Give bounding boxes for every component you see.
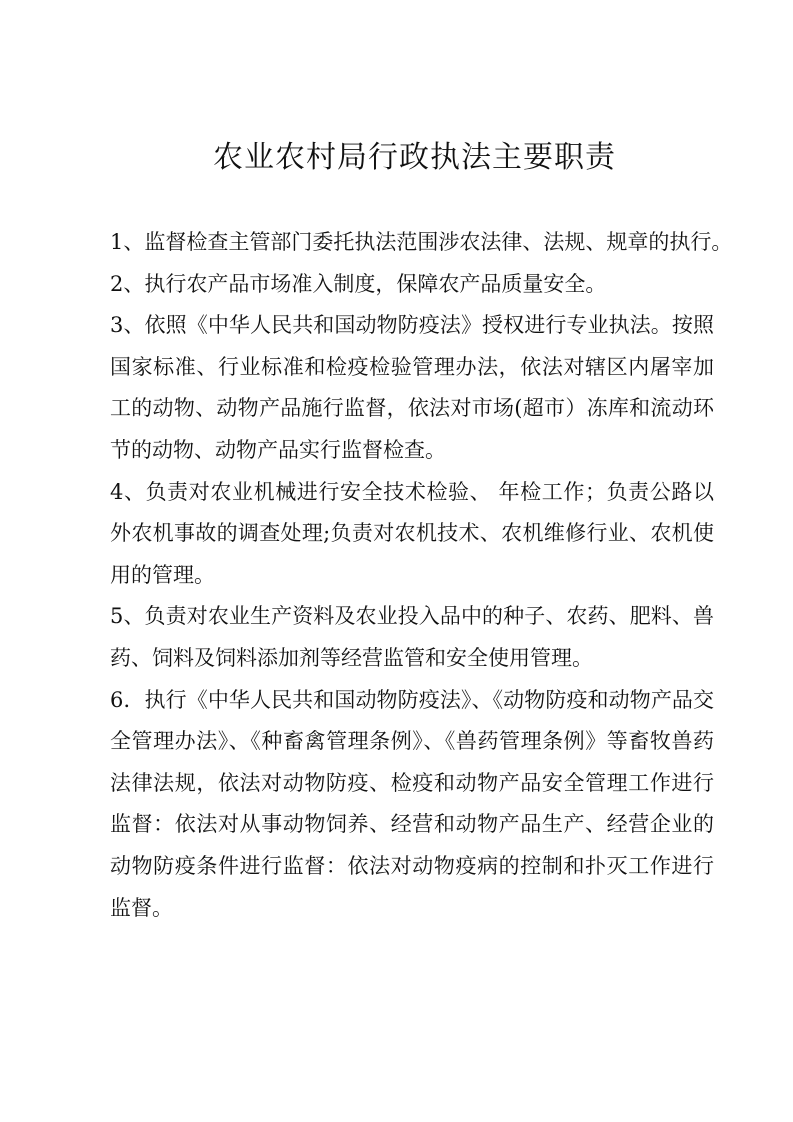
text-line: 监督。 bbox=[110, 895, 173, 920]
paragraph-2 bbox=[110, 264, 714, 306]
text-line: 动物防疫条件进行监督：依法对动物疫病的控制和扑灭工作进行 bbox=[110, 853, 714, 878]
paragraph-4 bbox=[110, 472, 714, 597]
text-line: 监督：依法对从事动物饲养、经营和动物产品生产、经营企业的 bbox=[110, 812, 714, 837]
paragraph-1 bbox=[110, 222, 733, 264]
text-line: 3、依照《中华人民共和国动物防疫法》授权进行专业执法。按照 bbox=[110, 313, 714, 338]
text-line: 4、负责对农业机械进行安全技术检验、 年检工作；负责公路以 bbox=[110, 479, 714, 504]
text-line: 1、监督检查主管部门委托执法范围涉农法律、法规、规章的执行。 bbox=[110, 230, 733, 254]
text-line: 药、饲料及饲料添加剂等经营监管和安全使用管理。 bbox=[110, 645, 593, 670]
document-title: 农业农村局行政执法主要职责 bbox=[213, 140, 616, 175]
paragraph-3 bbox=[110, 305, 714, 471]
text-line: 6．执行《中华人民共和国动物防疫法》、《动物防疫和动物产品交 bbox=[110, 687, 714, 712]
text-line: 法律法规，依法对动物防疫、检疫和动物产品安全管理工作进行 bbox=[110, 770, 714, 795]
text-line: 外农机事故的调查处理;负责对农机技术、农机维修行业、农机使 bbox=[110, 521, 714, 546]
text-line: 工的动物、动物产品施行监督，依法对市场(超市）冻库和流动环 bbox=[110, 396, 714, 421]
text-line: 用的管理。 bbox=[110, 562, 215, 587]
text-line: 5、负责对农业生产资料及农业投入品中的种子、农药、肥料、兽 bbox=[110, 604, 714, 629]
paragraph-5 bbox=[110, 596, 714, 679]
text-line: 2、执行农产品市场准入制度，保障农产品质量安全。 bbox=[110, 271, 607, 296]
text-line: 全管理办法》、《种畜禽管理条例》、《兽药管理条例》等畜牧兽药 bbox=[110, 729, 714, 754]
paragraph-6 bbox=[110, 680, 714, 930]
text-line: 国家标准、行业标准和检疫检验管理办法，依法对辖区内屠宰加 bbox=[110, 354, 714, 379]
document-body bbox=[110, 222, 733, 929]
text-line: 节的动物、动物产品实行监督检查。 bbox=[110, 437, 446, 462]
